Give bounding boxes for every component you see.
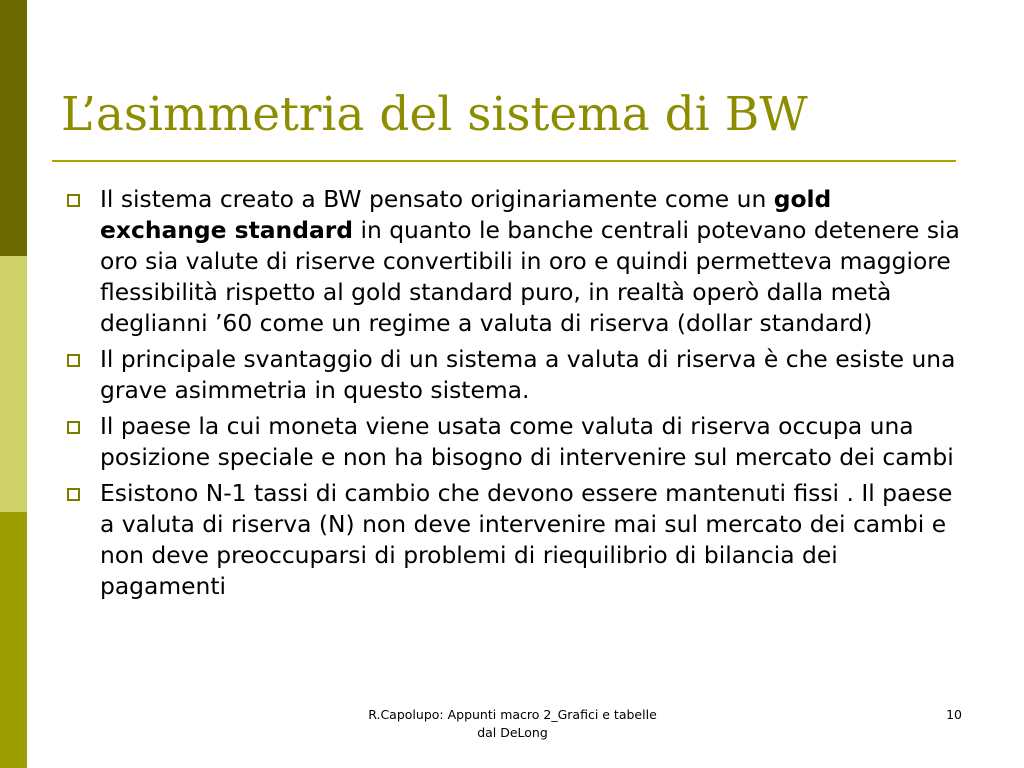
square-bullet-icon [67,421,80,434]
bullet-item-3 [62,411,962,473]
title-divider [52,160,956,162]
footer-text: R.Capolupo: Appunti macro 2_Grafici e tabelle dal DeLong [368,707,657,740]
bullet-text-4: Esistono N-1 tassi di cambio che devono essere mantenuti fissi . Il paese a valuta di riserva (N) non deve intervenire mai sul mercato dei cambi e non deve preoccuparsi di problemi di riequilibrio di bilancia dei pagamenti [100,479,953,600]
side-bar-top [0,0,27,256]
bullet-text-2: Il principale svantaggio di un sistema a valuta di riserva è che esiste una grave asimmetria in questo sistema. [100,345,956,404]
square-bullet-icon [67,354,80,367]
bullet-item-1 [62,184,962,339]
bullet-text-1 [100,185,960,337]
bullet-list [62,184,962,607]
bullet-item-2 [62,344,962,406]
bullet-item-4 [62,478,962,602]
slide-title: L’asimmetria del sistema di BW [61,87,808,142]
square-bullet-icon [67,194,80,207]
page-number: 10 [946,707,962,722]
side-bar-bottom [0,512,27,768]
bullet-text-1-end: in quanto le banche centrali potevano detenere sia oro sia valute di riserve convertibili in oro e quindi permetteva maggiore flessibilità rispetto al gold standard puro, in realtà operò dalla metà deglianni ’60 come un regime a valuta di riserva (dollar standard) [100,216,960,337]
square-bullet-icon [67,488,80,501]
bullet-text-1-start: Il sistema creato a BW pensato originariamente come un [100,185,774,213]
bullet-text-1-bold: gold exchange standard [100,185,832,244]
bullet-text-3: Il paese la cui moneta viene usata come valuta di riserva occupa una posizione speciale e non ha bisogno di intervenire sul mercato dei cambi [100,412,954,471]
side-bar-middle [0,256,27,512]
